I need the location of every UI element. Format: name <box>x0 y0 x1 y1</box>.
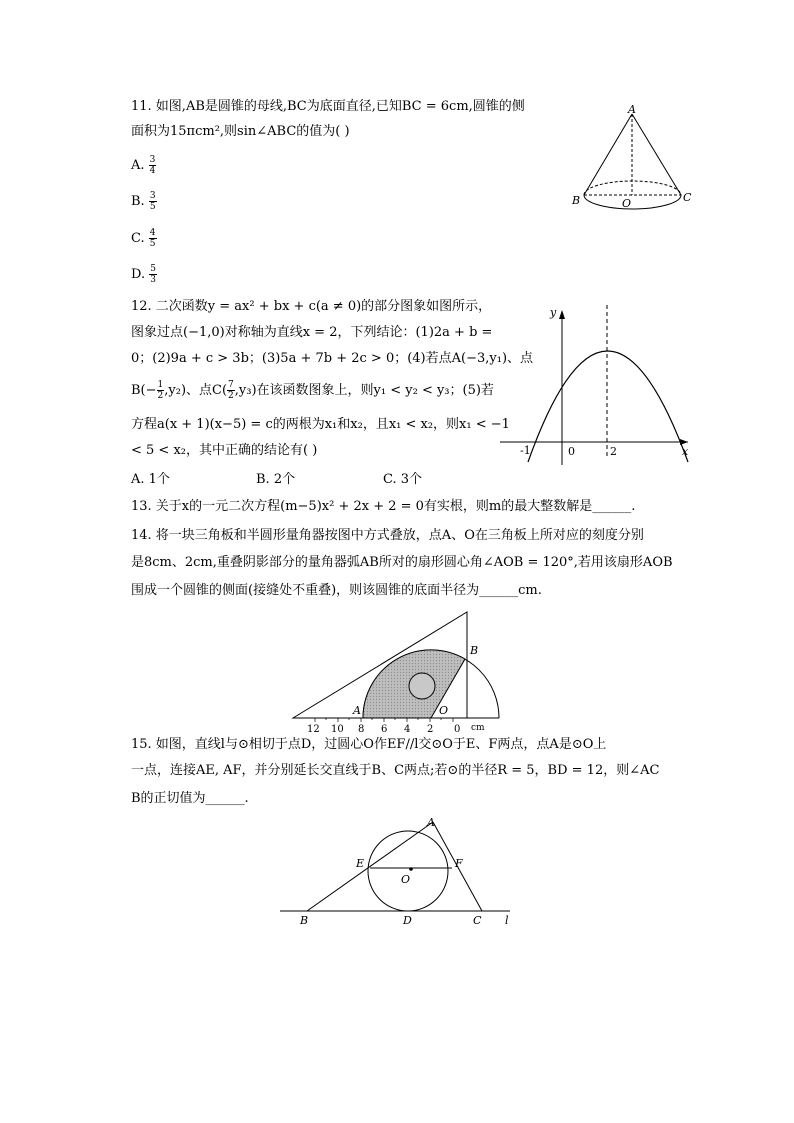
q13-line1: 13. 关于x的一元二次方程(m−5)x² + 2x + 2 = 0有实根，则m的最大整数解是______. <box>131 499 636 514</box>
cone-label-o: O <box>622 197 632 210</box>
circle-label-l: l <box>505 914 509 927</box>
q14-line3: 围成一个圆锥的侧面(接缝处不重叠)，则该圆锥的底面半径为______cm. <box>131 583 542 598</box>
ruler-tick-4: 4 <box>404 724 411 735</box>
q11-option-d: D. $\frac{5}{3}$ <box>131 264 156 285</box>
circle-label-o: O <box>401 873 411 886</box>
ruler-tick-2: 2 <box>427 724 434 735</box>
parabola-figure <box>500 300 700 470</box>
circle-label-f: F <box>455 857 463 870</box>
axis-label-y: y <box>550 306 557 319</box>
q12-option-b: B. 2个 <box>256 472 296 487</box>
circle-label-b: B <box>300 914 309 927</box>
q11-option-c: C. $\frac{4}{5}$ <box>131 228 156 249</box>
tick-label-two: 2 <box>610 445 617 458</box>
ruler-tick-0: 0 <box>454 724 461 735</box>
q12-line2: 图象过点(−1,0)对称轴为直线x = 2，下列结论：(1)2a + b = <box>131 325 493 340</box>
ruler-tick-8: 8 <box>358 724 365 735</box>
protractor-label-a: A <box>353 704 361 717</box>
circle-label-d: D <box>403 914 412 927</box>
cone-figure <box>562 100 702 220</box>
circle-label-e: E <box>356 857 365 870</box>
circle-label-a: A <box>427 816 435 829</box>
axis-label-x: x <box>682 445 689 458</box>
q11-option-a: A. $\frac{3}{4}$ <box>131 155 156 176</box>
q15-line2: 一点，连接AE, AF，并分别延长交直线于B、C两点;若⊙的半径R = 5，BD = 12，则∠AC <box>131 763 660 778</box>
q14-line2: 是8cm、2cm,重叠阴影部分的量角器弧AB所对的扇形圆心角∠AOB = 120°,若用该扇形AOB <box>131 555 673 570</box>
cone-label-c: C <box>683 191 692 204</box>
ruler-tick-12: 12 <box>307 724 320 735</box>
q12-line1: 12. 二次函数y = ax² + bx + c(a ≠ 0)的部分图象如图所示， <box>131 299 492 314</box>
q12-line3: 0；(2)9a + c > 3b；(3)5a + 7b + 2c > 0；(4)若点A(−3,y₁)、点 <box>131 351 534 366</box>
q12-line5: 方程a(x + 1)(x−5) = c的两根为x₁和x₂，且x₁ < x₂，则x₁ < −1 <box>131 417 510 432</box>
tick-label-zero: 0 <box>568 445 575 458</box>
protractor-figure <box>285 608 510 738</box>
q11-option-b: B. $\frac{3}{5}$ <box>131 191 156 212</box>
ruler-tick-10: 10 <box>331 724 344 735</box>
protractor-label-o: O <box>439 704 449 717</box>
cone-label-a: A <box>628 103 636 116</box>
q12-option-a: A. 1个 <box>131 472 170 487</box>
tick-label-neg1: -1 <box>520 444 531 457</box>
circle-label-c: C <box>473 914 482 927</box>
protractor-label-b: B <box>470 644 479 657</box>
q14-line1: 14. 将一块三角板和半圆形量角器按图中方式叠放，点A、O在三角板上所对应的刻度分别 <box>131 528 644 543</box>
q12-line6: < 5 < x₂，其中正确的结论有( ) <box>131 443 318 458</box>
q12-option-c: C. 3个 <box>383 472 423 487</box>
q11-line1: 11. 如图,AB是圆锥的母线,BC为底面直径,已知BC = 6cm,圆锥的侧 <box>131 99 525 114</box>
cone-label-b: B <box>572 194 581 207</box>
q15-line1: 15. 如图，直线l与⊙相切于点D，过圆心O作EF//l交⊙O于E、F两点，点A是⊙O上 <box>131 737 607 752</box>
ruler-tick-6: 6 <box>381 724 388 735</box>
q12-line4: B(− $\frac{1}{2}$ ,y₂)、点C( $\frac{7}{2}$ ,y₃)在该函数图象上，则y₁ < y₂ < y₃；(5)若 <box>131 380 494 401</box>
q11-line2: 面积为15πcm²,则sin∠ABC的值为( ) <box>131 124 350 139</box>
q15-line3: B的正切值为______. <box>131 791 249 806</box>
ruler-unit: cm <box>471 723 485 733</box>
circle-tangent-figure <box>280 812 520 932</box>
